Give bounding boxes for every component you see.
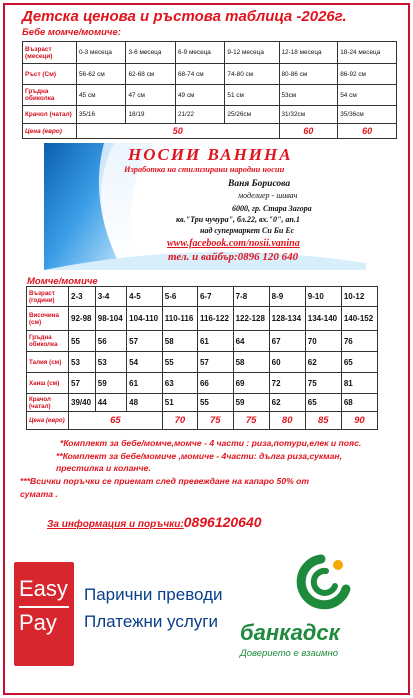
table-cell: 75 xyxy=(305,373,341,394)
row-header: Възраст (години) xyxy=(27,287,69,307)
table-cell: 68-74 см xyxy=(175,64,224,85)
kids-section-label: Момче/момиче xyxy=(27,276,98,287)
price-cell: 60 xyxy=(279,124,338,139)
table-row xyxy=(27,331,378,352)
table-cell: 44 xyxy=(95,394,126,412)
table-cell: 74-80 см xyxy=(225,64,279,85)
price-label: Цена (евро) xyxy=(27,412,69,430)
table-cell: 6-9 месеца xyxy=(175,42,224,64)
table-cell: 2-3 xyxy=(69,287,96,307)
table-cell: 116-122 xyxy=(197,307,233,331)
dsk-bank-logo-icon xyxy=(288,553,358,611)
easypay-logo-divider xyxy=(19,606,69,608)
table-cell: 60 xyxy=(269,352,305,373)
price-cell: 80 xyxy=(269,412,305,430)
easypay-service-line: Парични преводи xyxy=(84,585,223,604)
table-cell: 39/40 xyxy=(69,394,96,412)
table-cell: 51 см xyxy=(225,85,279,106)
facebook-link[interactable]: www.facebook.com/nosii.vanina xyxy=(167,238,300,249)
table-row xyxy=(23,64,397,85)
table-cell: 81 xyxy=(341,373,377,394)
table-cell: 58 xyxy=(162,331,197,352)
table-cell: 6-7 xyxy=(197,287,233,307)
table-cell: 5-6 xyxy=(162,287,197,307)
person-role: моделиер - шивач xyxy=(238,191,298,200)
address-line: 6000, гр. Стара Загора xyxy=(232,204,312,213)
table-row xyxy=(27,352,378,373)
table-cell: 49 см xyxy=(175,85,224,106)
table-cell: 7-8 xyxy=(233,287,269,307)
table-cell: 66 xyxy=(197,373,233,394)
table-cell: 54 см xyxy=(338,85,397,106)
row-header: Талия (см) xyxy=(27,352,69,373)
table-cell: 47 см xyxy=(126,85,175,106)
contact-phone: 0896120640 xyxy=(183,514,262,530)
table-cell: 53см xyxy=(279,85,338,106)
table-row xyxy=(27,307,378,331)
row-header: Крачол (чатал) xyxy=(23,106,77,124)
note-girl-set-cont: престилка и коланче. xyxy=(56,463,151,473)
table-cell: 3-4 xyxy=(95,287,126,307)
easypay-service-line: Платежни услуги xyxy=(84,612,218,631)
row-header: Гръдна обиколка xyxy=(27,331,69,352)
table-cell: 21/22 xyxy=(175,106,224,124)
dsk-bank-tagline: Доверието е взаимно xyxy=(240,648,339,659)
contact-label: За информация и поръчки: xyxy=(47,519,184,530)
price-cell: 50 xyxy=(77,124,280,139)
contact-info xyxy=(47,514,262,532)
table-cell: 55 xyxy=(69,331,96,352)
table-cell: 86-92 см xyxy=(338,64,397,85)
table-cell: 56 xyxy=(95,331,126,352)
table-cell: 8-9 xyxy=(269,287,305,307)
table-cell: 110-116 xyxy=(162,307,197,331)
table-row xyxy=(23,85,397,106)
price-cell: 60 xyxy=(338,124,397,139)
table-cell: 62-68 см xyxy=(126,64,175,85)
table-cell: 68 xyxy=(341,394,377,412)
business-card-banner xyxy=(44,143,366,270)
table-cell: 122-128 xyxy=(233,307,269,331)
table-cell: 62 xyxy=(269,394,305,412)
table-row xyxy=(23,42,397,64)
table-cell: 70 xyxy=(305,331,341,352)
note-deposit-cont: сумата . xyxy=(20,489,58,499)
table-cell: 31/32см xyxy=(279,106,338,124)
table-row xyxy=(23,106,397,124)
table-cell: 9-10 xyxy=(305,287,341,307)
note-boy-set: *Комплект за бебе/момче,момче - 4 части : риза,потури,елек и пояс. xyxy=(60,438,362,448)
table-cell: 55 xyxy=(197,394,233,412)
baby-size-table xyxy=(22,41,397,139)
dsk-bank-name: банкадск xyxy=(240,620,340,645)
price-label: Цена (евро) xyxy=(23,124,77,139)
price-cell: 85 xyxy=(305,412,341,430)
table-cell: 48 xyxy=(127,394,163,412)
table-cell: 63 xyxy=(162,373,197,394)
table-cell: 3-6 месеца xyxy=(126,42,175,64)
price-cell: 75 xyxy=(233,412,269,430)
table-cell: 98-104 xyxy=(95,307,126,331)
kids-size-table xyxy=(26,286,378,430)
table-cell: 65 xyxy=(305,394,341,412)
note-deposit: ***Всички поръчки се приемат след превеждане на капаро 50% от xyxy=(20,476,310,486)
table-cell: 92-98 xyxy=(69,307,96,331)
table-cell: 0-3 месеца xyxy=(77,42,126,64)
table-cell: 61 xyxy=(127,373,163,394)
row-header: Височина (см) xyxy=(27,307,69,331)
table-cell: 35/36см xyxy=(338,106,397,124)
table-cell: 12-18 месеца xyxy=(279,42,338,64)
table-row xyxy=(27,394,378,412)
price-cell: 90 xyxy=(341,412,377,430)
table-cell: 134-140 xyxy=(305,307,341,331)
table-cell: 67 xyxy=(269,331,305,352)
price-cell: 75 xyxy=(197,412,233,430)
business-subtitle: Изработка на стилизирани народни носии xyxy=(124,165,285,174)
table-cell: 64 xyxy=(233,331,269,352)
business-name: НОСИИ ВАНИНА xyxy=(128,145,293,164)
table-cell: 10-12 xyxy=(341,287,377,307)
table-cell: 25/26см xyxy=(225,106,279,124)
row-header: Крачол (чатал) xyxy=(27,394,69,412)
table-cell: 53 xyxy=(69,352,96,373)
table-cell: 62 xyxy=(305,352,341,373)
table-cell: 4-5 xyxy=(127,287,163,307)
baby-section-label: Бебе момче/момиче: xyxy=(22,27,121,38)
table-cell: 56-62 см xyxy=(77,64,126,85)
table-row xyxy=(27,287,378,307)
row-header: Ръст (См) xyxy=(23,64,77,85)
table-cell: 61 xyxy=(197,331,233,352)
easypay-logo-word2: Pay xyxy=(19,610,57,635)
table-cell: 58 xyxy=(233,352,269,373)
table-cell: 140-152 xyxy=(341,307,377,331)
table-cell: 80-86 см xyxy=(279,64,338,85)
price-row xyxy=(23,124,397,139)
phone-number: тел. и вайбър:0896 120 640 xyxy=(168,251,299,263)
address-line: над супермаркет Си Би Ес xyxy=(200,226,295,235)
table-cell: 18/19 xyxy=(126,106,175,124)
address-line: кв."Три чучура", бл.22, вх."0", ап.1 xyxy=(176,215,300,224)
table-cell: 54 xyxy=(127,352,163,373)
easypay-logo-word1: Easy xyxy=(19,576,68,601)
row-header: Възраст (месеци) xyxy=(23,42,77,64)
table-cell: 35/16 xyxy=(77,106,126,124)
table-cell: 9-12 месеца xyxy=(225,42,279,64)
table-cell: 57 xyxy=(197,352,233,373)
price-cell: 70 xyxy=(162,412,197,430)
note-girl-set: **Комплект за бебе/момиче ,момиче - 4части: дълга риза,сукман, xyxy=(56,451,342,461)
table-row xyxy=(27,373,378,394)
table-cell: 76 xyxy=(341,331,377,352)
price-row xyxy=(27,412,378,430)
table-cell: 53 xyxy=(95,352,126,373)
table-cell: 59 xyxy=(233,394,269,412)
table-cell: 104-110 xyxy=(127,307,163,331)
table-cell: 72 xyxy=(269,373,305,394)
table-cell: 45 см xyxy=(77,85,126,106)
page-title: Детска ценова и ръстова таблица -2026г. xyxy=(22,8,347,25)
table-cell: 51 xyxy=(162,394,197,412)
person-name: Ваня Борисова xyxy=(228,179,291,189)
table-cell: 57 xyxy=(127,331,163,352)
table-cell: 57 xyxy=(69,373,96,394)
easypay-logo xyxy=(14,562,74,666)
table-cell: 69 xyxy=(233,373,269,394)
row-header: Гръдна обиколка xyxy=(23,85,77,106)
row-header: Ханш (см) xyxy=(27,373,69,394)
table-cell: 18-24 месеца xyxy=(338,42,397,64)
table-cell: 55 xyxy=(162,352,197,373)
price-cell: 65 xyxy=(69,412,163,430)
table-cell: 128-134 xyxy=(269,307,305,331)
table-cell: 59 xyxy=(95,373,126,394)
table-cell: 65 xyxy=(341,352,377,373)
